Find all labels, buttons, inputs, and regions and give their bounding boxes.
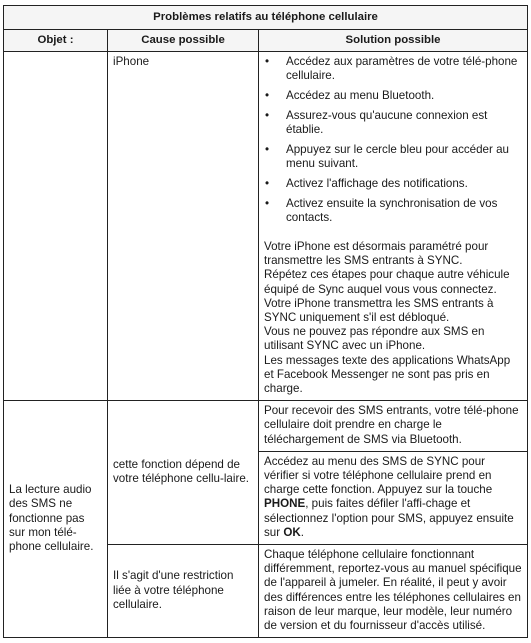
phone-key-label: PHONE	[264, 497, 306, 511]
table-row	[4, 401, 528, 452]
row2-solution-a2: Accédez au menu des SMS de SYNC pour vérifier si votre téléphone cellulaire prend en charge cette fonction. Appuyez sur la touche PHONE, puis faites défiler l'affi-chage et sélectionnez l'option pour SMS, appuyez ensuite sur OK.	[259, 451, 528, 544]
row2-solution-a1: Pour recevoir des SMS entrants, votre télé-phone cellulaire doit prendre en charge le téléchargement de SMS via Bluetooth.	[259, 401, 528, 452]
row1-cause: iPhone	[108, 52, 259, 401]
troubleshooting-table	[3, 5, 528, 638]
row2-solution-b: Chaque téléphone cellulaire fonctionnant différemment, reportez-vous au manuel spécifique de l'appareil à jumeler. En réalité, il peut y avoir des différences entre les téléphones cellulaires en raison de leur marque, leur modèle, leur numéro de version et du fournisseur d'accès utilisé.	[259, 545, 528, 638]
note-paragraph: Votre iPhone transmettra les SMS entrants à SYNC uniquement s'il est débloqué.	[264, 296, 494, 325]
solution-bullet-list	[264, 55, 522, 225]
list-item: • Accédez au menu Bluetooth.	[264, 89, 522, 103]
row2-cause-b: Il s'agit d'une restriction liée à votre téléphone cellulaire.	[108, 545, 259, 638]
row2-cause-a: cette fonction dépend de votre téléphone cellu-laire.	[108, 401, 259, 545]
note-paragraph: Répétez ces étapes pour chaque autre véhicule équipé de Sync auquel vous vous connectez.	[264, 268, 510, 296]
list-item: • Assurez-vous qu'aucune connexion est établie.	[264, 109, 522, 137]
table-row	[4, 52, 528, 401]
table-title: Problèmes relatifs au téléphone cellulaire	[4, 6, 528, 30]
row2-object: La lecture audio des SMS ne fonctionne pas sur mon télé-phone cellulaire.	[4, 401, 108, 638]
table-header-row	[4, 30, 528, 52]
header-solution: Solution possible	[259, 30, 528, 52]
list-item: • Activez l'affichage des notifications.	[264, 177, 522, 191]
header-object: Objet :	[4, 30, 108, 52]
ok-key-label: OK	[283, 525, 301, 539]
row1-object	[4, 52, 108, 401]
note-paragraph: Votre iPhone est désormais paramétré pour transmettre les SMS entrants à SYNC.	[264, 240, 489, 268]
list-item: • Activez ensuite la synchronisation de vos contacts.	[264, 197, 522, 225]
header-cause: Cause possible	[108, 30, 259, 52]
list-item: • Appuyez sur le cercle bleu pour accéder au menu suivant.	[264, 143, 522, 171]
list-item: • Accédez aux paramètres de votre télé-phone cellulaire.	[264, 55, 522, 83]
row1-solution	[259, 52, 528, 401]
note-paragraph: Les messages texte des applications WhatsApp et Facebook Messenger ne sont pas pris en charge.	[264, 353, 511, 396]
note-paragraph: Vous ne pouvez pas répondre aux SMS en utilisant SYNC avec un iPhone.	[264, 325, 485, 353]
